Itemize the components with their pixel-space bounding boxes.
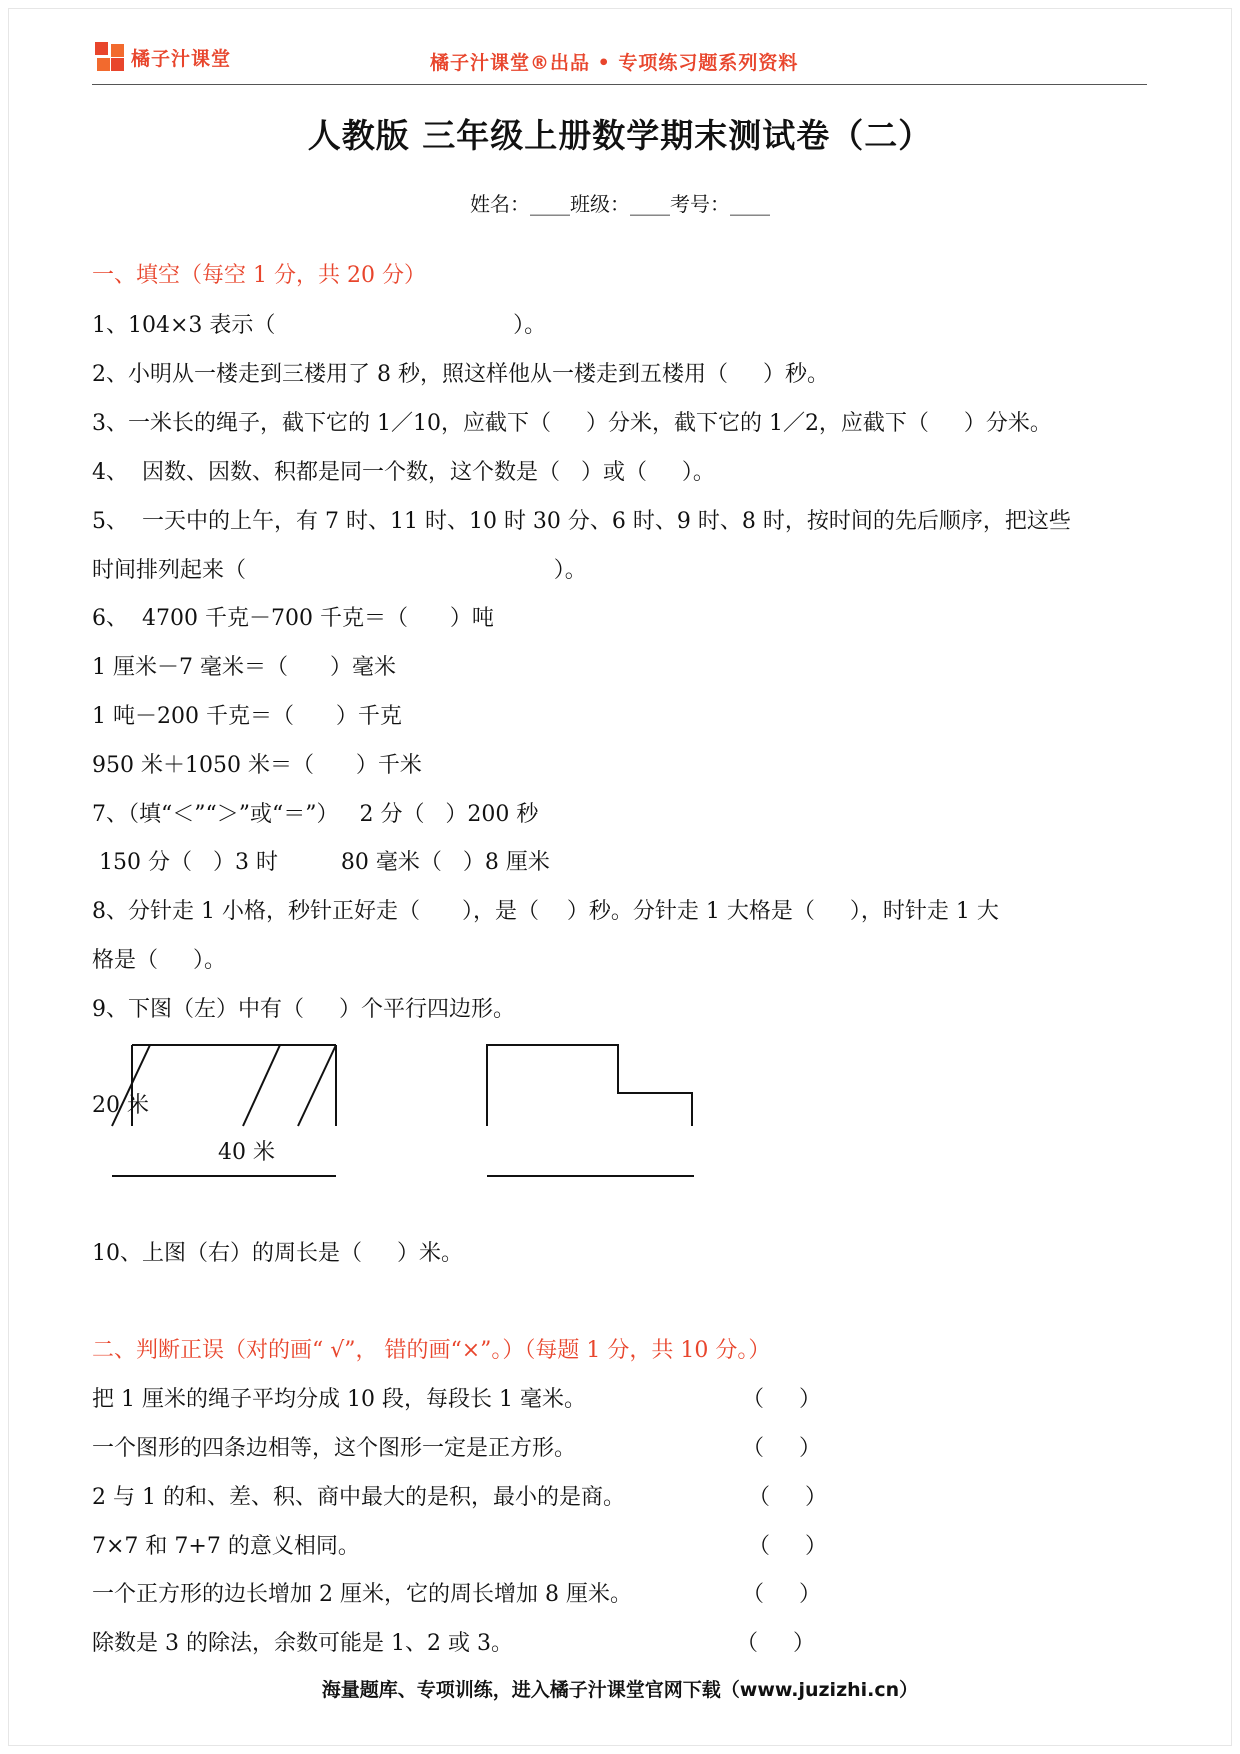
- answer-blank: （ ）: [742, 1387, 821, 1412]
- question-line: 9、下图（左）中有（ ）个平行四边形。: [92, 997, 515, 1022]
- question-line: 1 厘米－7 毫米＝（ ）毫米: [92, 655, 396, 680]
- right-figure-outline: [487, 1045, 692, 1126]
- figure-slant-2: [243, 1045, 280, 1126]
- question-line: 950 米＋1050 米＝（ ）千米: [92, 753, 422, 778]
- figure-slant-3: [298, 1045, 336, 1126]
- student-info: 姓名：____班级：____考号：____: [470, 192, 770, 216]
- question-line: 时间排列起来（ ）。: [92, 558, 587, 583]
- figure-width-label: 40 米: [218, 1140, 275, 1165]
- question-line: 6、 4700 千克－700 千克＝（ ）吨: [92, 606, 494, 631]
- question-line: 10、上图（右）的周长是（ ）米。: [92, 1241, 463, 1266]
- question-line: 150 分（ ）3 时 80 毫米（ ）8 厘米: [92, 850, 550, 875]
- judgement-item: 把 1 厘米的绳子平均分成 10 段，每段长 1 毫米。: [92, 1387, 586, 1412]
- page-footer: 海量题库、专项训练，进入橘子汁课堂官网下载（www.juzizhi.cn）: [321, 1679, 919, 1701]
- answer-blank: （ ）: [748, 1534, 827, 1559]
- question-line: 2、小明从一楼走到三楼用了 8 秒，照这样他从一楼走到五楼用（ ）秒。: [92, 362, 829, 387]
- question-line: 5、 一天中的上午，有 7 时、11 时、10 时 30 分、6 时、9 时、8 时，按时间的先后顺序，把这些: [92, 509, 1071, 534]
- judgement-item: 一个正方形的边长增加 2 厘米，它的周长增加 8 厘米。: [92, 1582, 632, 1607]
- judgement-item: 除数是 3 的除法，余数可能是 1、2 或 3。: [92, 1631, 513, 1656]
- question-line: 3、一米长的绳子，截下它的 1／10，应截下（ ）分米，截下它的 1／2，应截下（ ）分米。: [92, 411, 1052, 436]
- judgement-item: 一个图形的四条边相等，这个图形一定是正方形。: [92, 1436, 577, 1461]
- judgement-item: 7×7 和 7+7 的意义相同。: [92, 1534, 360, 1559]
- question-line: 8、分针走 1 小格，秒针正好走（ ），是（ ）秒。分针走 1 大格是（ ），时针走 1 大: [92, 899, 999, 924]
- answer-blank: （ ）: [742, 1436, 821, 1461]
- question-line: 1 吨－200 千克＝（ ）千克: [92, 704, 402, 729]
- answer-blank: （ ）: [736, 1631, 815, 1656]
- right-figure-stepped-shape: [487, 1045, 694, 1176]
- answer-blank: （ ）: [742, 1582, 821, 1607]
- figure-height-label: 20 米: [92, 1093, 149, 1118]
- question-line: 格是（ ）。: [92, 948, 226, 973]
- question-line: 1、104×3 表示（ ）。: [92, 313, 547, 338]
- logo-text: 橘子汁课堂: [131, 47, 232, 70]
- header-tagline: 橘子汁课堂®出品 • 专项练习题系列资料: [430, 52, 799, 74]
- answer-blank: （ ）: [748, 1485, 827, 1510]
- judgement-item: 2 与 1 的和、差、积、商中最大的是积，最小的是商。: [92, 1485, 625, 1510]
- page-title: 人教版 三年级上册数学期末测试卷（二）: [307, 116, 933, 155]
- section2-heading: 二、判断正误（对的画“ √”， 错的画“×”。）（每题 1 分，共 10 分。）: [92, 1338, 771, 1363]
- question-line: 4、 因数、因数、积都是同一个数，这个数是（ ）或（ ）。: [92, 460, 715, 485]
- question-line: 7、（填“＜”“＞”或“＝”） 2 分（ ）200 秒: [92, 802, 539, 827]
- section1-heading: 一、填空（每空 1 分，共 20 分）: [92, 263, 426, 288]
